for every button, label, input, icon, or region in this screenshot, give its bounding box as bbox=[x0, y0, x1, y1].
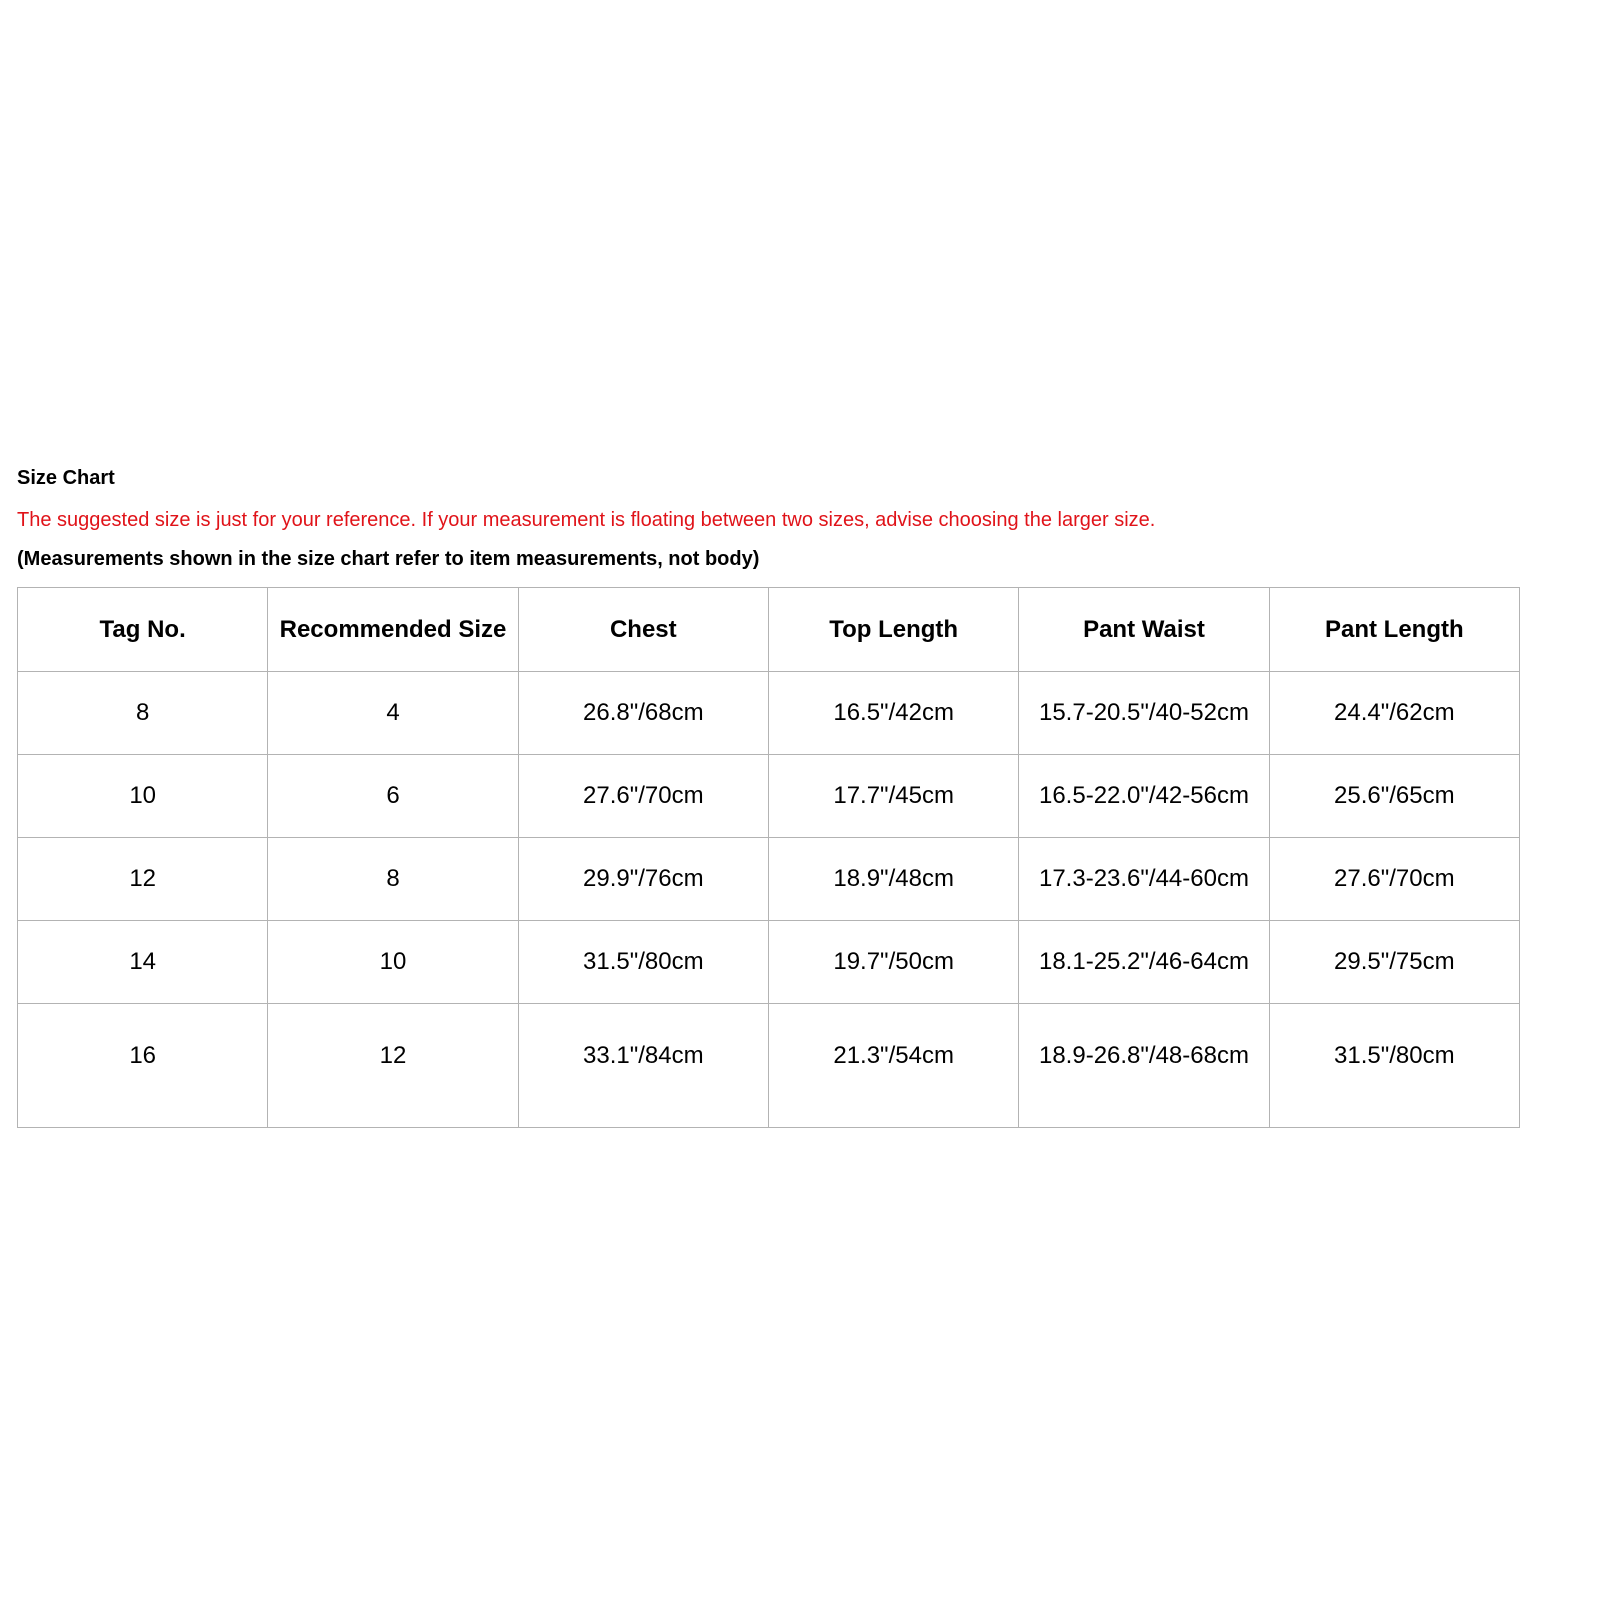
table-cell: 16.5-22.0"/42-56cm bbox=[1019, 755, 1269, 838]
table-cell: 33.1"/84cm bbox=[518, 1004, 768, 1128]
table-cell: 18.9-26.8"/48-68cm bbox=[1019, 1004, 1269, 1128]
table-cell: 15.7-20.5"/40-52cm bbox=[1019, 672, 1269, 755]
table-cell: 17.3-23.6"/44-60cm bbox=[1019, 838, 1269, 921]
table-row bbox=[18, 1004, 1520, 1128]
size-chart-section bbox=[17, 466, 1525, 1128]
table-cell: 17.7"/45cm bbox=[768, 755, 1018, 838]
page-title: Size Chart bbox=[17, 467, 115, 489]
table-cell: 16 bbox=[18, 1004, 268, 1128]
table-row bbox=[18, 921, 1520, 1004]
table-row bbox=[18, 838, 1520, 921]
column-header: Top Length bbox=[768, 588, 1018, 672]
table-cell: 26.8"/68cm bbox=[518, 672, 768, 755]
table-cell: 10 bbox=[18, 755, 268, 838]
table-cell: 24.4"/62cm bbox=[1269, 672, 1519, 755]
table-cell: 12 bbox=[268, 1004, 518, 1128]
measurement-note-text: (Measurements shown in the size chart refer to item measurements, not body) bbox=[17, 548, 760, 570]
table-header bbox=[18, 588, 1520, 672]
table-cell: 27.6"/70cm bbox=[518, 755, 768, 838]
table-cell: 12 bbox=[18, 838, 268, 921]
table-row bbox=[18, 755, 1520, 838]
table-body bbox=[18, 672, 1520, 1128]
table-cell: 14 bbox=[18, 921, 268, 1004]
table-cell: 29.9"/76cm bbox=[518, 838, 768, 921]
table-cell: 6 bbox=[268, 755, 518, 838]
size-chart-table bbox=[17, 587, 1520, 1128]
table-cell: 19.7"/50cm bbox=[768, 921, 1018, 1004]
column-header: Pant Length bbox=[1269, 588, 1519, 672]
table-header-row bbox=[18, 588, 1520, 672]
column-header: Pant Waist bbox=[1019, 588, 1269, 672]
column-header: Recommended Size bbox=[268, 588, 518, 672]
column-header: Tag No. bbox=[18, 588, 268, 672]
table-row bbox=[18, 672, 1520, 755]
table-cell: 29.5"/75cm bbox=[1269, 921, 1519, 1004]
table-cell: 10 bbox=[268, 921, 518, 1004]
table-cell: 18.9"/48cm bbox=[768, 838, 1018, 921]
size-warning-text: The suggested size is just for your reference. If your measurement is floating between two sizes, advise choosing the larger size. bbox=[17, 509, 1156, 531]
table-cell: 8 bbox=[268, 838, 518, 921]
table-cell: 16.5"/42cm bbox=[768, 672, 1018, 755]
table-cell: 21.3"/54cm bbox=[768, 1004, 1018, 1128]
table-cell: 8 bbox=[18, 672, 268, 755]
table-cell: 31.5"/80cm bbox=[518, 921, 768, 1004]
table-cell: 18.1-25.2"/46-64cm bbox=[1019, 921, 1269, 1004]
column-header: Chest bbox=[518, 588, 768, 672]
table-cell: 27.6"/70cm bbox=[1269, 838, 1519, 921]
table-cell: 4 bbox=[268, 672, 518, 755]
table-cell: 31.5"/80cm bbox=[1269, 1004, 1519, 1128]
table-cell: 25.6"/65cm bbox=[1269, 755, 1519, 838]
